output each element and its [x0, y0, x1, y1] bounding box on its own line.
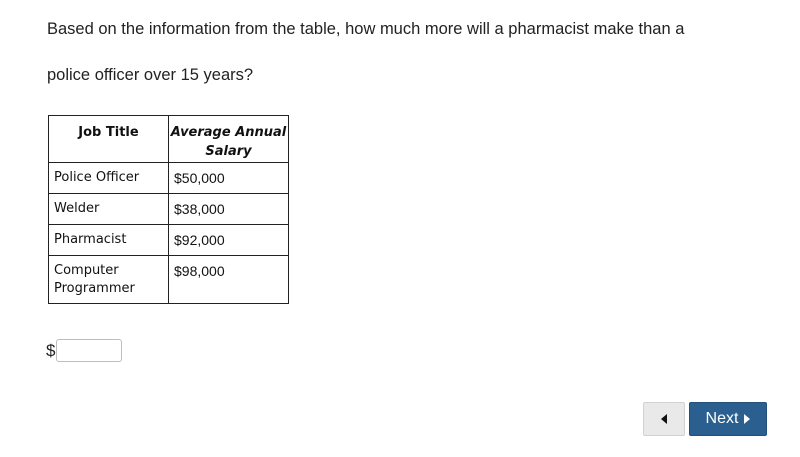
- table-row: [49, 163, 289, 194]
- table-row: [49, 194, 289, 225]
- next-button[interactable]: [689, 402, 767, 436]
- question-text: [47, 6, 767, 98]
- answer-row: [46, 339, 122, 362]
- answer-input[interactable]: [56, 339, 122, 362]
- job-title-cell: Police Officer: [49, 163, 169, 194]
- salary-table: [48, 115, 289, 304]
- triangle-right-icon: [744, 414, 750, 424]
- question-line-2: police officer over 15 years?: [47, 66, 254, 84]
- job-title-cell: Welder: [49, 194, 169, 225]
- table-row: [49, 256, 289, 304]
- triangle-left-icon: [661, 414, 667, 424]
- next-button-label: Next: [705, 410, 739, 427]
- salary-cell: $38,000: [169, 194, 289, 225]
- job-title-cell: Pharmacist: [49, 225, 169, 256]
- header-average-salary: Average Annual Salary: [169, 116, 289, 163]
- table-header-row: [49, 116, 289, 163]
- table-row: [49, 225, 289, 256]
- salary-cell: $92,000: [169, 225, 289, 256]
- job-title-cell: Computer Programmer: [49, 256, 169, 304]
- salary-cell: $98,000: [169, 256, 289, 304]
- previous-button[interactable]: [643, 402, 685, 436]
- currency-symbol: $: [46, 340, 56, 360]
- header-job-title: Job Title: [49, 116, 169, 163]
- question-line-1: Based on the information from the table, how much more will a pharmacist make than a: [47, 20, 685, 38]
- salary-cell: $50,000: [169, 163, 289, 194]
